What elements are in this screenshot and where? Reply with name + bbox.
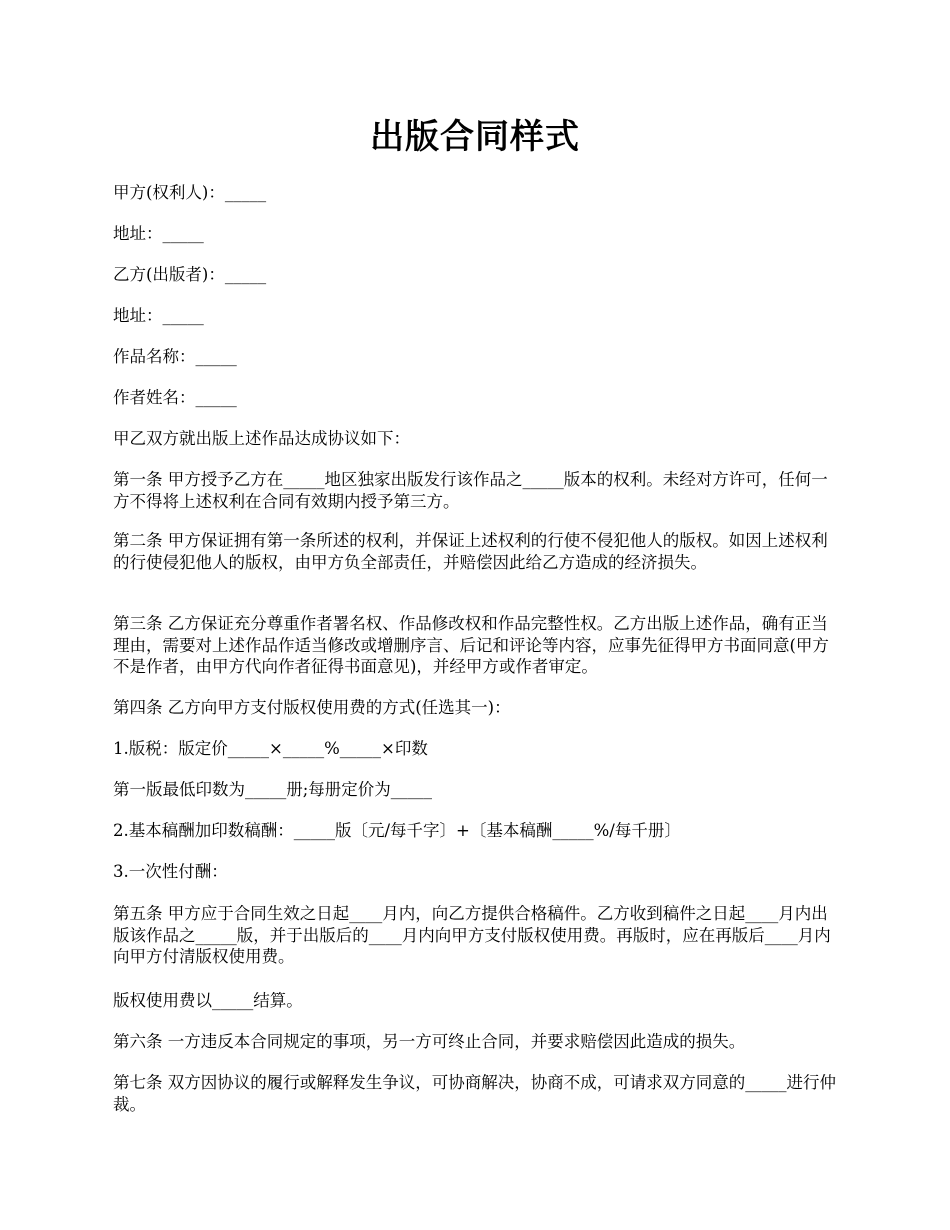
party-a-line: 甲方(权利人)：_____ [113, 183, 267, 202]
settlement-line: 版权使用费以_____结算。 [113, 991, 303, 1010]
article-1: 第一条 甲方授予乙方在_____地区独家出版发行该作品之_____版本的权利。未经对方许可，任何一方不得将上述权利在合同有效期内授予第三方。 [113, 470, 828, 511]
option-3-lump-sum: 3.一次性付酬： [113, 862, 228, 881]
option-2-base-fee: 2.基本稿酬加印数稿酬：_____版〔元/每千字〕+〔基本稿酬_____%/每千册〕 [113, 821, 681, 840]
page-title: 出版合同样式 [370, 117, 580, 157]
article-4: 第四条 乙方向甲方支付版权使用费的方式(任选其一)： [113, 698, 511, 717]
party-b-address-line: 地址：_____ [113, 306, 204, 325]
party-a-address-line: 地址：_____ [113, 224, 204, 243]
article-3: 第三条 乙方保证充分尊重作者署名权、作品修改权和作品完整性权。乙方出版上述作品，确有正当理由，需要对上述作品作适当修改或增删序言、后记和评论等内容，应事先征得甲方书面同意(甲方不是作者，由甲方代向作者征得书面意见)，并经甲方或作者审定。 [113, 614, 829, 676]
option-1-royalty: 1.版税：版定价_____×_____%_____×印数 [113, 739, 428, 758]
party-b-line: 乙方(出版者)：_____ [113, 265, 267, 284]
article-7: 第七条 双方因协议的履行或解释发生争议，可协商解决，协商不成，可请求双方同意的_____进行仲裁。 [113, 1073, 836, 1114]
first-edition-print-line: 第一版最低印数为_____册;每册定价为_____ [113, 780, 433, 799]
article-5: 第五条 甲方应于合同生效之日起____月内，向乙方提供合格稿件。乙方收到稿件之日起____月内出版该作品之_____版，并于出版后的____月内向甲方支付版权使用费。再版时，应在再版后____月内向甲方付清版权使用费。 [113, 904, 831, 966]
article-6: 第六条 一方违反本合同规定的事项，另一方可终止合同，并要求赔偿因此造成的损失。 [113, 1032, 746, 1051]
work-title-line: 作品名称：_____ [113, 347, 237, 366]
article-2: 第二条 甲方保证拥有第一条所述的权利，并保证上述权利的行使不侵犯他人的版权。如因上述权利的行使侵犯他人的版权，由甲方负全部责任，并赔偿因此给乙方造成的经济损失。 [113, 531, 828, 572]
author-name-line: 作者姓名：_____ [113, 388, 237, 407]
agreement-intro: 甲乙双方就出版上述作品达成协议如下： [113, 429, 410, 448]
